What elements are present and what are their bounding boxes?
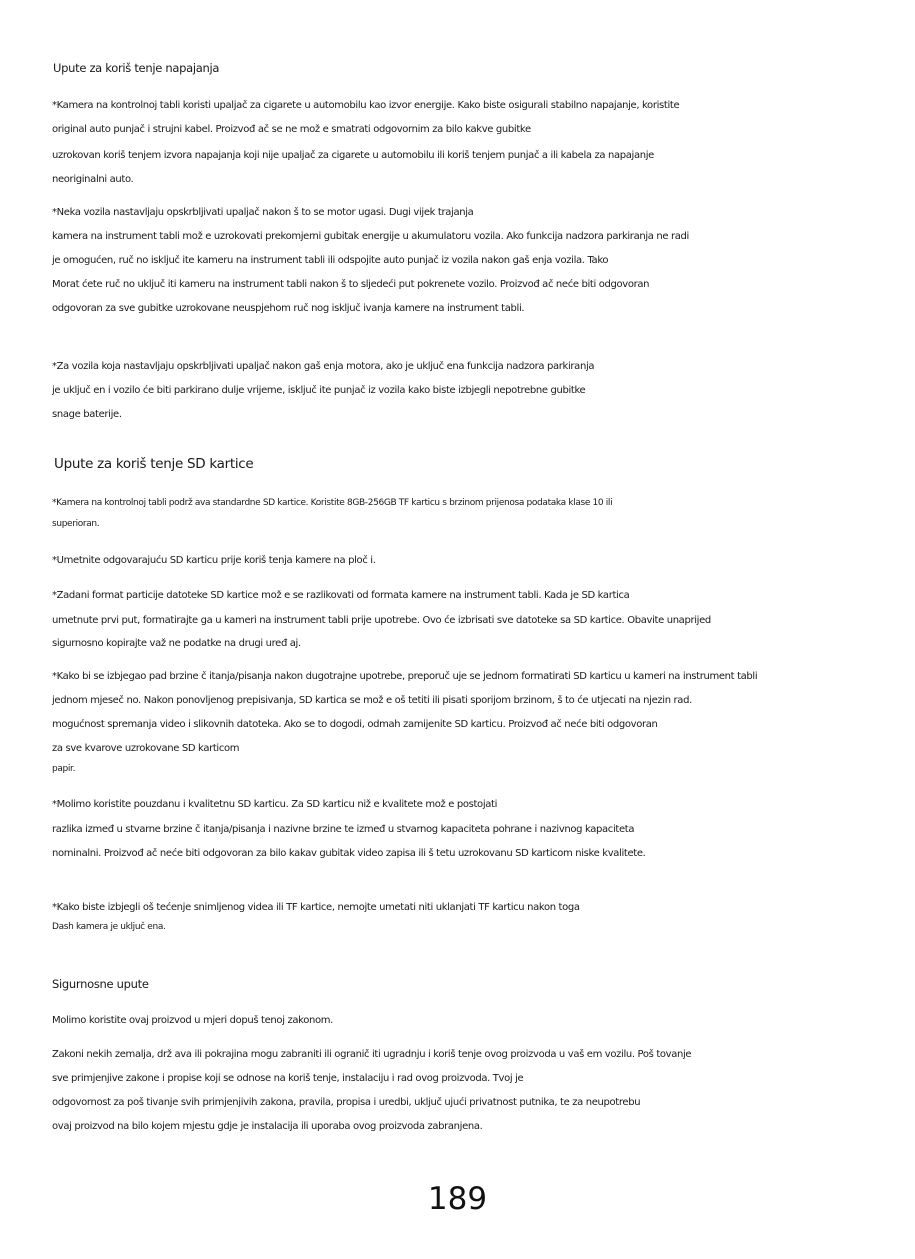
paragraph-line: papir. (52, 764, 76, 774)
paragraph-line: razlika izmeđ u stvarne brzine č itanja/pisanja i nazivne brzine te izmeđ u stvarnog kapaciteta pohrane i nazivnog kapaciteta (52, 824, 635, 835)
paragraph-line: *Umetnite odgovarajuću SD karticu prije koriš tenja kamere na ploč i. (52, 555, 376, 566)
paragraph-line: superioran. (52, 519, 100, 529)
paragraph-line: je omogućen, ruč no isključ ite kameru na instrument tabli ili odspojite auto punjač iz vozila nakon gaš enja vozila. Tako (52, 255, 609, 266)
paragraph-line: *Molimo koristite pouzdanu i kvalitetnu SD karticu. Za SD karticu niž e kvalitete mož e postojati (52, 799, 498, 810)
paragraph-line: original auto punjač i strujni kabel. Proizvođ ač se ne mož e smatrati odgovornim za bilo kakve gubitke (52, 124, 531, 135)
paragraph-line: ovaj proizvod na bilo kojem mjestu gdje je instalacija ili uporaba ovog proizvoda zabranjena. (52, 1121, 483, 1132)
paragraph-line: Dash kamera je uključ ena. (52, 922, 166, 932)
paragraph-line: Morat ćete ruč no uključ iti kameru na instrument tabli nakon š to sljedeći put pokrenete vozilo. Proizvođ ač neće biti odgovoran (52, 279, 650, 290)
paragraph-line: Molimo koristite ovaj proizvod u mjeri dopuš tenoj zakonom. (52, 1015, 333, 1026)
paragraph-line: *Kako bi se izbjegao pad brzine č itanja/pisanja nakon dugotrajne upotrebe, preporuč uje se jednom formatirati SD karticu u kameri na instrument tabli (52, 671, 758, 682)
page-number: 189 (427, 1181, 488, 1217)
paragraph-line: Zakoni nekih zemalja, drž ava ili pokrajina mogu zabraniti ili ogranič iti ugradnju i koriš tenje ovog proizvoda u vaš em vozilu. Poš tovanje (52, 1049, 692, 1060)
paragraph-line: *Neka vozila nastavljaju opskrbljivati upaljač nakon š to se motor ugasi. Dugi vijek trajanja (52, 207, 474, 218)
section-heading-power: Upute za koriš tenje napajanja (53, 61, 220, 75)
paragraph-line: *Za vozila koja nastavljaju opskrbljivati upaljač nakon gaš enja motora, ako je uključ ena funkcija nadzora parkiranja (52, 361, 595, 372)
paragraph-line: sigurnosno kopirajte važ ne podatke na drugi uređ aj. (52, 638, 301, 649)
paragraph-line: umetnute prvi put, formatirajte ga u kameri na instrument tabli prije upotrebe. Ovo će izbrisati sve datoteke sa SD kartice. Obavite unaprijed (52, 615, 711, 626)
paragraph-line: *Kako biste izbjegli oš tećenje snimljenog videa ili TF kartice, nemojte umetati niti uklanjati TF karticu nakon toga (52, 902, 580, 913)
paragraph-line: sve primjenjive zakone i propise koji se odnose na koriš tenje, instalaciju i rad ovog proizvoda. Tvoj je (52, 1073, 524, 1084)
paragraph-line: *Kamera na kontrolnoj tabli podrž ava standardne SD kartice. Koristite 8GB-256GB TF karticu s brzinom prijenosa podataka klase 10 ili (52, 498, 613, 508)
paragraph-line: uzrokovan koriš tenjem izvora napajanja koji nije upaljač za cigarete u automobilu ili koriš tenjem punjač a ili kabela za napajanje (52, 150, 654, 161)
paragraph-line: *Zadani format particije datoteke SD kartice mož e se razlikovati od formata kamere na instrument tabli. Kada je SD kartica (52, 590, 630, 601)
paragraph-line: mogućnost spremanja video i slikovnih datoteka. Ako se to dogodi, odmah zamijenite SD karticu. Proizvođ ač neće biti odgovoran (52, 719, 658, 730)
paragraph-line: jednom mjeseč no. Nakon ponovljenog prepisivanja, SD kartica se mož e oš tetiti ili pisati sporijom brzinom, š to će utjecati na njezin rad. (52, 695, 692, 706)
paragraph-line: *Kamera na kontrolnoj tabli koristi upaljač za cigarete u automobilu kao izvor energije. Kako biste osigurali stabilno napajanje, koristite (52, 100, 680, 111)
section-heading-sd: Upute za koriš tenje SD kartice (54, 456, 254, 472)
paragraph-line: je uključ en i vozilo će biti parkirano dulje vrijeme, isključ ite punjač iz vozila kako biste izbjegli nepotrebne gubitke (52, 385, 586, 396)
section-heading-safety: Sigurnosne upute (52, 977, 149, 991)
paragraph-line: za sve kvarove uzrokovane SD karticom (52, 743, 240, 754)
paragraph-line: snage baterije. (52, 409, 122, 420)
paragraph-line: odgovoran za sve gubitke uzrokovane neuspjehom ruč nog isključ ivanja kamere na instrument tabli. (52, 303, 525, 314)
paragraph-line: odgovornost za poš tivanje svih primjenjivih zakona, pravila, propisa i uredbi, uključ ujući privatnost putnika, te za neupotrebu (52, 1097, 641, 1108)
paragraph-line: kamera na instrument tabli mož e uzrokovati prekomjerni gubitak energije u akumulatoru vozila. Ako funkcija nadzora parkiranja ne radi (52, 231, 689, 242)
paragraph-line: nominalni. Proizvođ ač neće biti odgovoran za bilo kakav gubitak video zapisa ili š tetu uzrokovanu SD karticom niske kvalitete. (52, 848, 646, 859)
paragraph-line: neoriginalni auto. (52, 174, 134, 185)
